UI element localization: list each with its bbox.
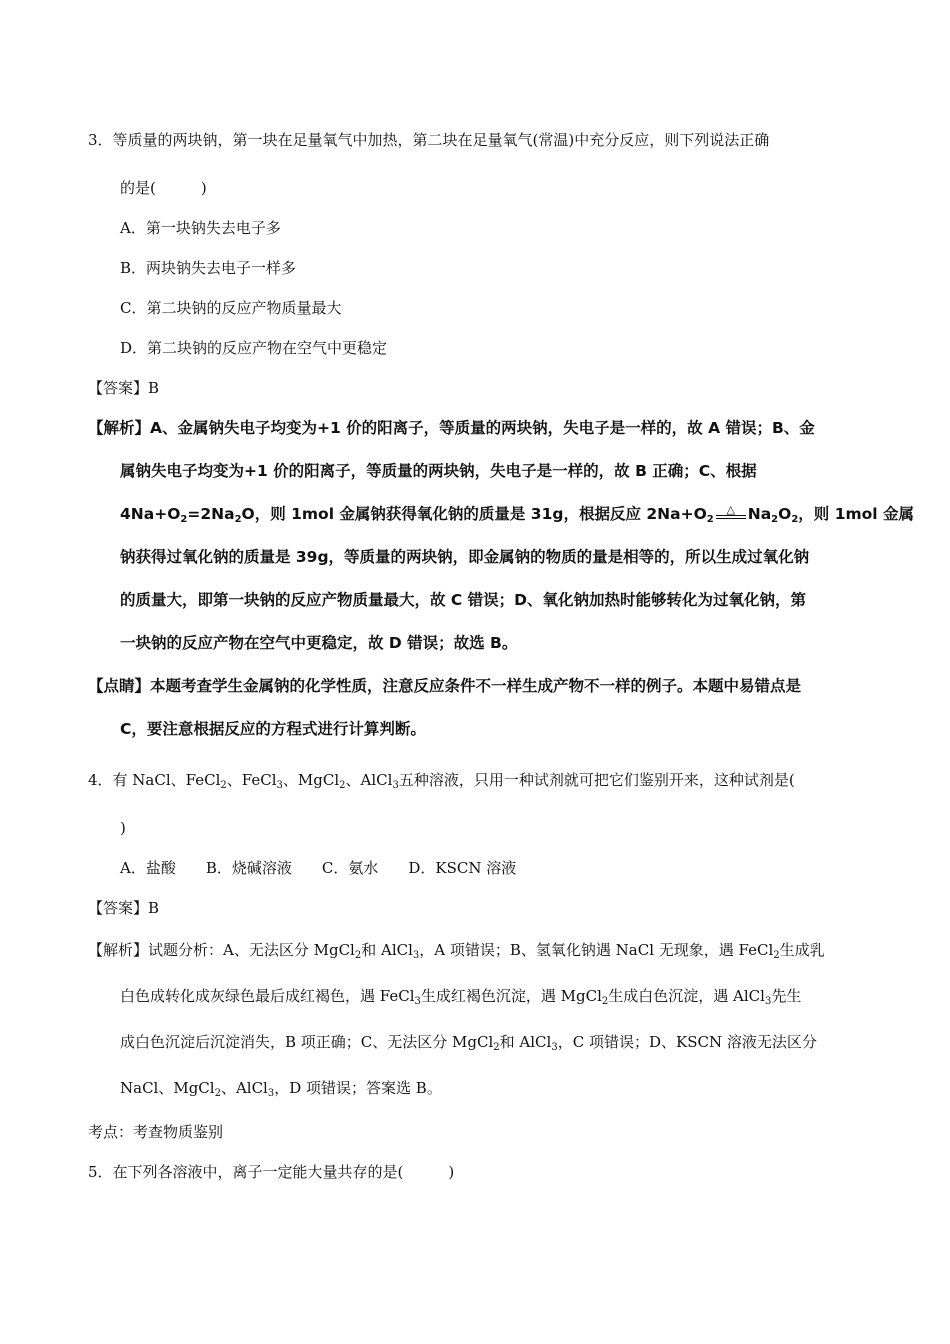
heating-arrow-icon [714, 504, 748, 524]
q3-analysis-line6: 一块钠的反应产物在空气中更稳定，故 D 错误；故选 B。 [120, 634, 518, 652]
q3-stem-line2: 的是( ) [120, 179, 207, 197]
q4-kaodian: 考点：考查物质鉴别 [88, 1123, 224, 1141]
q3-note-line2: C，要注意根据反应的方程式进行计算判断。 [120, 720, 426, 738]
q3-analysis-line4: 钠获得过氧化钠的质量是 39g，等质量的两块钠，即金属钠的物质的量是相等的，所以生成过氧化钠 [120, 548, 810, 566]
q3-option-c: C．第二块钠的反应产物质量最大 [120, 299, 342, 317]
q4-stem-line1: 4．有 NaCl、FeCl$_2$、FeCl$_3$、MgCl$_2$、AlCl$_3$五种溶液，只用一种试剂就可把它们鉴别开来，这种试剂是( [88, 771, 795, 791]
q3-option-a: A．第一块钠失去电子多 [120, 219, 281, 237]
q3-stem-line1: 3．等质量的两块钠，第一块在足量氧气中加热，第二块在足量氧气(常温)中充分反应，则下列说法正确 [88, 131, 770, 149]
q4-stem-line2: ) [120, 819, 126, 837]
q3-note-line1: 【点睛】本题考查学生金属钠的化学性质，注意反应条件不一样生成产物不一样的例子。本题中易错点是 [88, 677, 802, 695]
q3-analysis-line5: 的质量大，即第一块钠的反应产物质量最大，故 C 错误；D、氧化钠加热时能够转化为过氧化钠，第 [120, 591, 807, 609]
q3-option-b: B．两块钠失去电子一样多 [120, 259, 297, 277]
q3-answer: 【答案】B [88, 379, 160, 397]
q4-analysis-line3: 成白色沉淀后沉淀消失，B 项正确；C、无法区分 MgCl$_2$和 AlCl$_3$，C 项错误；D、KSCN 溶液无法区分 [120, 1033, 817, 1053]
q3-analysis-line3: $4Na+O_2=2Na_2O$，则 1mol 金属钠获得氧化钠的质量是 31g，根据反应 $2Na+O_2\triangle$ $Na_2O_2$，则 1mol 金属 [120, 504, 914, 524]
q4-analysis-line2: 白色成转化成灰绿色最后成红褐色，遇 FeCl$_3$生成红褐色沉淀，遇 MgCl$_2$生成白色沉淀，遇 AlCl$_3$先生 [120, 987, 802, 1007]
q3-option-d: D．第二块钠的反应产物在空气中更稳定 [120, 339, 388, 357]
q5-stem: 5．在下列各溶液中，离子一定能大量共存的是( ) [88, 1163, 455, 1181]
q4-analysis-line4: NaCl、MgCl$_2$、AlCl$_3$，D 项错误；答案选 B。 [120, 1079, 442, 1099]
q4-analysis-line1: 【解析】试题分析：A、无法区分 MgCl$_2$和 AlCl$_3$，A 项错误；B、氢氧化钠遇 NaCl 无现象，遇 FeCl$_2$生成乳 [88, 941, 825, 961]
q4-options: A．盐酸 B．烧碱溶液 C．氨水 D．KSCN 溶液 [120, 859, 517, 877]
q3-analysis-line2: 属钠失电子均变为+1 价的阳离子，等质量的两块钠，失电子是一样的，故 B 正确；C、根据 [120, 462, 757, 480]
q4-answer: 【答案】B [88, 899, 160, 917]
q3-analysis-line1: 【解析】A、金属钠失电子均变为+1 价的阳离子，等质量的两块钠，失电子是一样的，故 A 错误；B、金 [88, 419, 815, 437]
